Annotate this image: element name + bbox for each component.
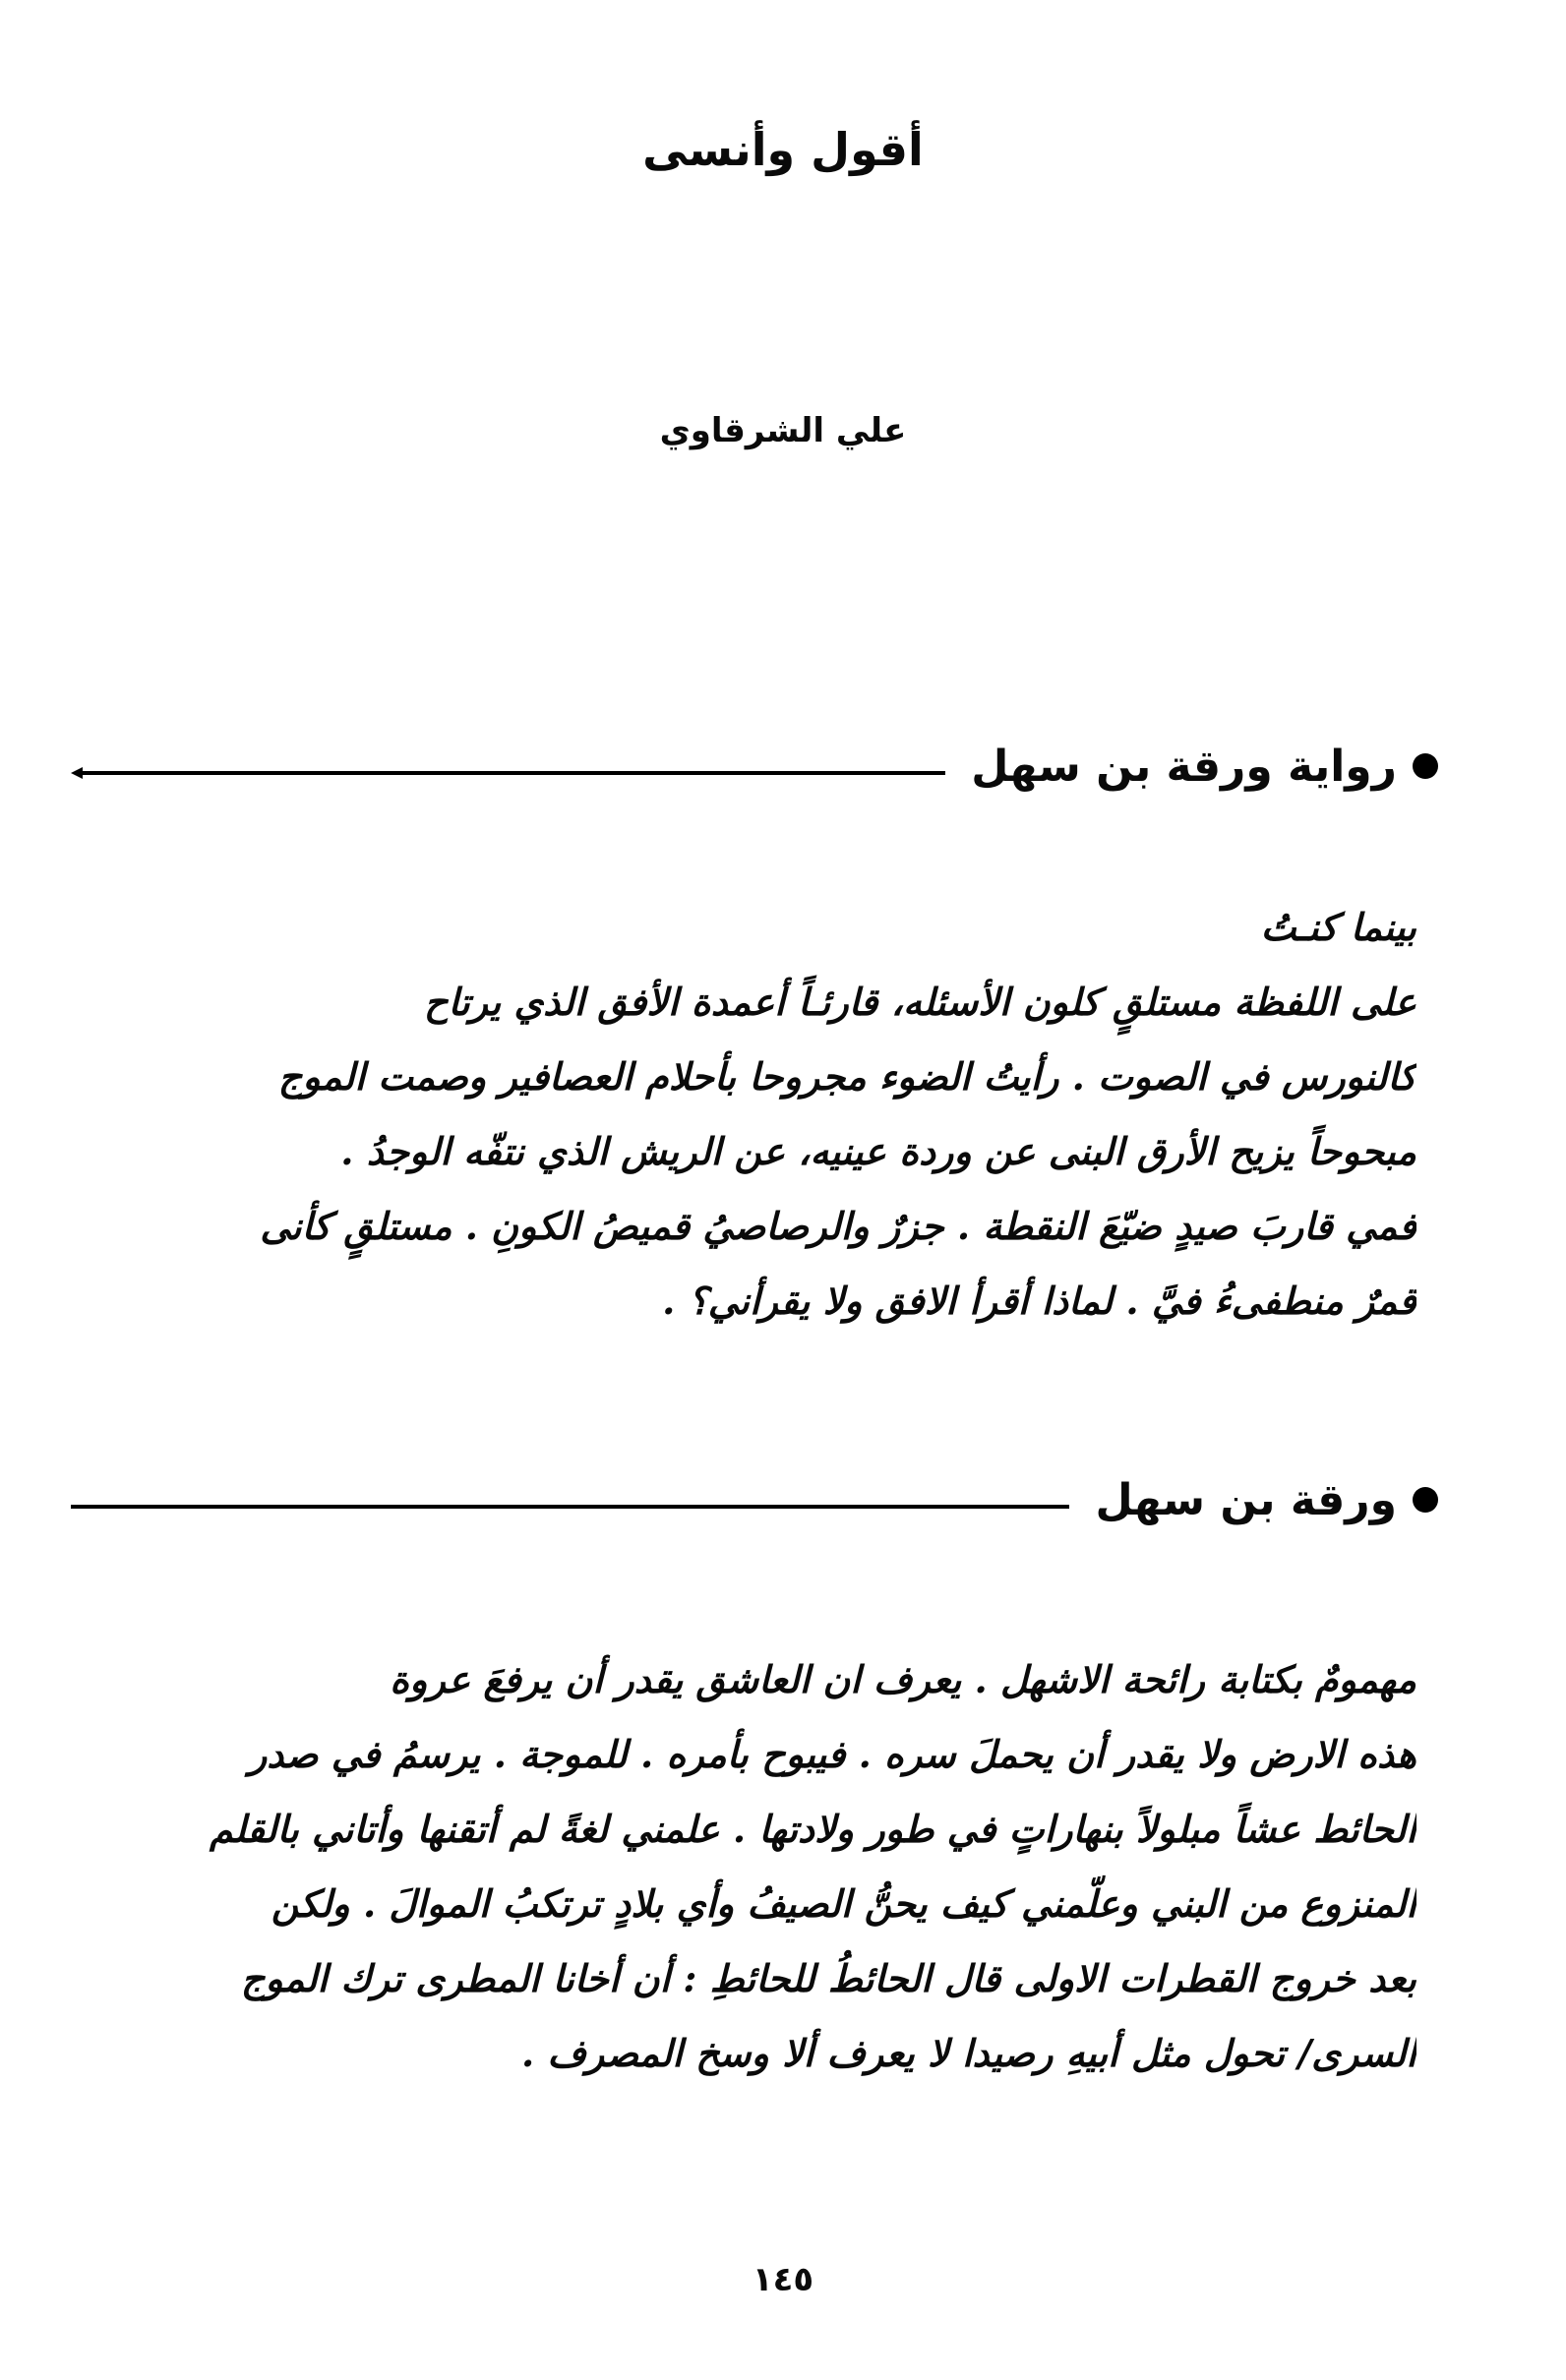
bullet-icon bbox=[1413, 753, 1438, 779]
bullet-icon bbox=[1413, 1487, 1438, 1513]
rule-arrow-icon bbox=[71, 767, 83, 779]
author-name: علي الشرقاوي bbox=[659, 411, 907, 450]
heading-rule bbox=[71, 1505, 1069, 1509]
verse-line: الحائط عشاً مبلولاً بنهاراتٍ في طور ولادتها . علمني لغةً لم أتقنها وأتاني بالقلم bbox=[209, 1807, 1416, 1851]
section-heading-text: رواية ورقة بن سهل bbox=[971, 741, 1397, 792]
verse-line: قمرٌ منطفىءُ فيَّ . لماذا أقرأ الافق ولا يقرأني؟ . bbox=[662, 1279, 1416, 1323]
page-number: ١٤٥ bbox=[752, 2260, 814, 2299]
heading-rule bbox=[83, 771, 945, 775]
verse-block-1 bbox=[148, 890, 1416, 1339]
verse-line: هذه الارض ولا يقدر أن يحملَ سره . فيبوح بأمره . للموجة . يرسمُ في صدر bbox=[248, 1732, 1416, 1776]
verse-line: بعد خروج القطرات الاولى قال الحائطُ للحائطِ : أن أخانا المطرى ترك الموج bbox=[240, 1956, 1416, 2000]
section-heading-text: ورقة بن سهل bbox=[1095, 1474, 1397, 1525]
verse-block-2 bbox=[148, 1642, 1416, 2091]
verse-line: كالنورس في الصوت . رأيتُ الضوء مجروحا بأحلام العصافير وصمت الموج bbox=[277, 1054, 1416, 1099]
verse-opener-text: بينما كنـتُ bbox=[1260, 905, 1416, 949]
verse-line: مبحوحاً يزيح الأرق البنى عن وردة عينيه، عن الريش الذي نتفّه الوجدُ . bbox=[340, 1129, 1416, 1173]
verse-line: على اللفظة مستلقٍ كلون الأسئله، قارئـاً أعمدة الأفق الذي يرتاح bbox=[423, 980, 1416, 1024]
section-heading-2 bbox=[71, 1465, 1438, 1534]
poem-title: أقول وأنسى bbox=[642, 123, 924, 176]
verse-line: المنزوع من البني وعلّمني كيف يحنُّ الصيفُ وأي بلادٍ ترتكبُ الموالَ . ولكن bbox=[271, 1881, 1416, 1926]
section-heading-1 bbox=[71, 732, 1438, 801]
verse-line: مهمومٌ بكتابة رائحة الاشهل . يعرف ان العاشق يقدر أن يرفعَ عروة bbox=[390, 1657, 1416, 1701]
verse-line: فمي قاربَ صيدٍ ضيّعَ النقطة . جزرٌ والرصاصيُ قميصُ الكونِ . مستلقٍ كأنى bbox=[260, 1204, 1416, 1248]
verse-opener bbox=[148, 890, 1416, 965]
verse-line: السرى/ تحول مثل أبيهِ رصيدا لا يعرف ألا وسخ المصرف . bbox=[521, 2031, 1416, 2075]
